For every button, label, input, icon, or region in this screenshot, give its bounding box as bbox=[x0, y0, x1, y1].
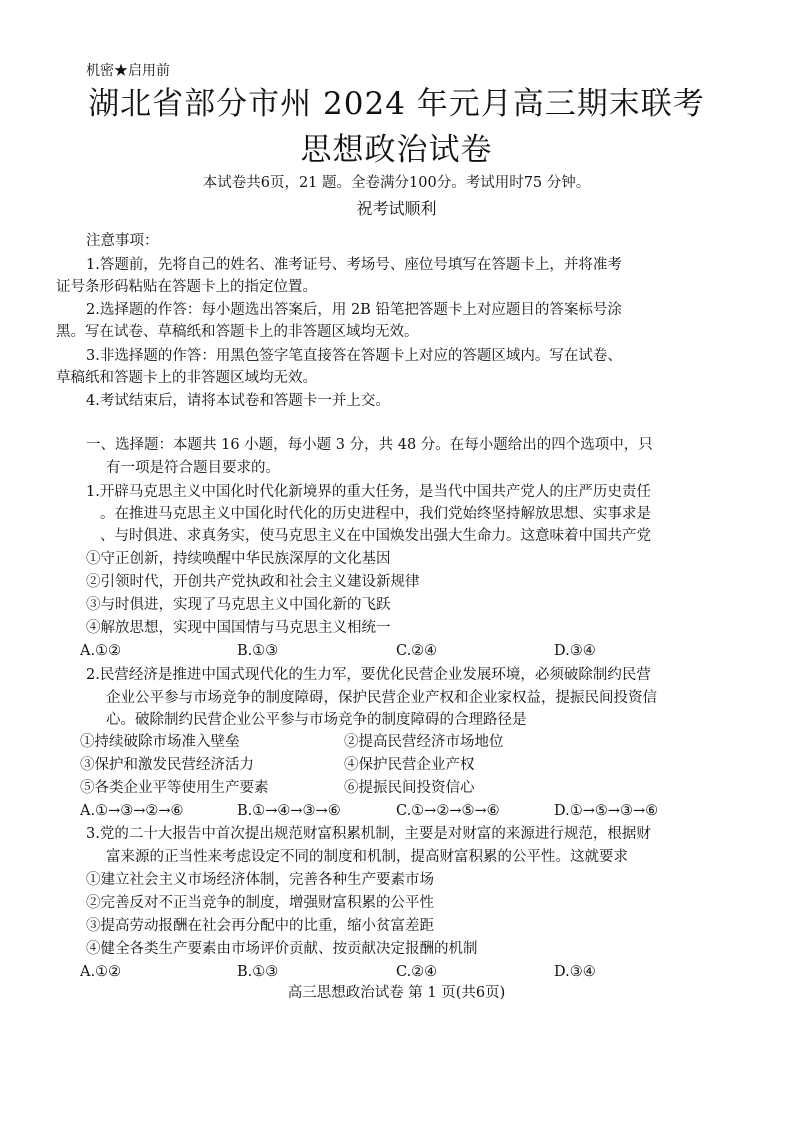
q3-option-a: A.①② bbox=[80, 964, 122, 980]
q3-statement-2: ②完善反对不正当竞争的制度，增强财富积累的公平性 bbox=[86, 895, 434, 911]
note-1-line-2: 证号条形码粘贴在答题卡上的指定位置。 bbox=[56, 279, 317, 295]
q2-option-c: C.①→②→⑤→⑥ bbox=[396, 803, 500, 819]
note-2-line-1: 2.选择题的作答：每小题选出答案后，用 2B 铅笔把答题卡上对应题目的答案标号涂 bbox=[86, 302, 622, 318]
good-luck-text: 祝考试顺利 bbox=[356, 199, 437, 218]
q2-option-a: A.①→③→②→⑥ bbox=[80, 803, 184, 819]
note-3-line-2: 草稿纸和答题卡上的非答题区域均无效。 bbox=[56, 370, 317, 386]
exam-subject-title: 思想政治试卷 bbox=[300, 132, 493, 168]
q3-statement-1: ①建立社会主义市场经济体制，完善各种生产要素市场 bbox=[86, 872, 434, 888]
q1-statement-1: ①守正创新，持续唤醒中华民族深厚的文化基因 bbox=[86, 551, 391, 567]
exam-info: 本试卷共6页，21 题。全卷满分100分。考试用时75 分钟。 bbox=[202, 175, 591, 191]
q2-option-b: B.①→④→③→⑥ bbox=[237, 803, 341, 819]
q3-option-b: B.①③ bbox=[237, 964, 279, 980]
q1-stem-line-2: 。在推进马克思主义中国化时代化的历史进程中，我们党始终坚持解放思想、实事求是 bbox=[100, 506, 651, 522]
q3-stem-line-2: 富来源的正当性来考虑设定不同的制度和机制，提高财富积累的公平性。这就要求 bbox=[106, 849, 628, 865]
q3-option-d: D.③④ bbox=[554, 964, 596, 980]
note-3-line-1: 3.非选择题的作答：用黑色签字笔直接答在答题卡上对应的答题区域内。写在试卷、 bbox=[86, 348, 622, 364]
q3-statement-4: ④健全各类生产要素由市场评价贡献、按贡献决定报酬的机制 bbox=[86, 941, 478, 957]
note-2-line-2: 黑。写在试卷、草稿纸和答题卡上的非答题区域均无效。 bbox=[56, 324, 419, 340]
q2-statement-5: ⑤各类企业平等使用生产要素 bbox=[80, 780, 269, 796]
q1-statement-3: ③与时俱进，实现了马克思主义中国化新的飞跃 bbox=[86, 597, 391, 613]
q2-statement-3: ③保护和激发民营经济活力 bbox=[80, 757, 254, 773]
exam-title: 湖北省部分市州 2024 年元月高三期末联考 bbox=[88, 86, 705, 122]
q2-statement-2: ②提高民营经济市场地位 bbox=[344, 734, 504, 750]
note-1-line-1: 1.答题前，先将自己的姓名、准考证号、考场号、座位号填写在答题卡上，并将准考 bbox=[86, 257, 622, 273]
q2-stem-line-1: 2.民营经济是推进中国式现代化的生力军，要优化民营企业发展环境，必须破除制约民营 bbox=[86, 667, 651, 683]
q3-statement-3: ③提高劳动报酬在社会再分配中的比重，缩小贫富差距 bbox=[86, 918, 434, 934]
q1-option-a: A.①② bbox=[80, 643, 122, 659]
q2-statement-6: ⑥提振民间投资信心 bbox=[344, 780, 475, 796]
q1-statement-4: ④解放思想，实现中国国情与马克思主义相统一 bbox=[86, 620, 391, 636]
q2-option-d: D.①→⑤→③→⑥ bbox=[554, 803, 659, 819]
note-4: 4.考试结束后，请将本试卷和答题卡一并上交。 bbox=[86, 393, 390, 409]
page-footer: 高三思想政治试卷 第 1 页(共6页) bbox=[287, 985, 506, 1001]
notes-heading: 注意事项： bbox=[86, 233, 159, 249]
q1-option-c: C.②④ bbox=[396, 643, 438, 659]
q3-option-c: C.②④ bbox=[396, 964, 438, 980]
q1-stem-line-3: 、与时俱进、求真务实，使马克思主义在中国焕发出强大生命力。这意味着中国共产党 bbox=[100, 528, 651, 544]
section-1-heading-cont: 有一项是符合题目要求的。 bbox=[106, 460, 280, 476]
q1-option-b: B.①③ bbox=[237, 643, 279, 659]
q1-stem-line-1: 1.开辟马克思主义中国化时代化新境界的重大任务，是当代中国共产党人的庄严历史责任 bbox=[86, 484, 651, 500]
q3-stem-line-1: 3.党的二十大报告中首次提出规范财富积累机制，主要是对财富的来源进行规范，根据财 bbox=[86, 826, 651, 842]
confidential-label: 机密★启用前 bbox=[86, 63, 170, 79]
q1-statement-2: ②引领时代，开创共产党执政和社会主义建设新规律 bbox=[86, 574, 420, 590]
q2-stem-line-3: 心。破除制约民营企业公平参与市场竞争的制度障碍的合理路径是 bbox=[106, 712, 527, 728]
q2-statement-4: ④保护民营企业产权 bbox=[344, 757, 475, 773]
q1-option-d: D.③④ bbox=[554, 643, 596, 659]
q2-stem-line-2: 企业公平参与市场竞争的制度障碍，保护民营企业产权和企业家权益，提振民间投资信 bbox=[106, 690, 657, 706]
section-1-heading: 一、选择题：本题共 16 小题，每小题 3 分，共 48 分。在每小题给出的四个选项中，只 bbox=[86, 437, 653, 453]
q2-statement-1: ①持续破除市场准入壁垒 bbox=[80, 734, 240, 750]
